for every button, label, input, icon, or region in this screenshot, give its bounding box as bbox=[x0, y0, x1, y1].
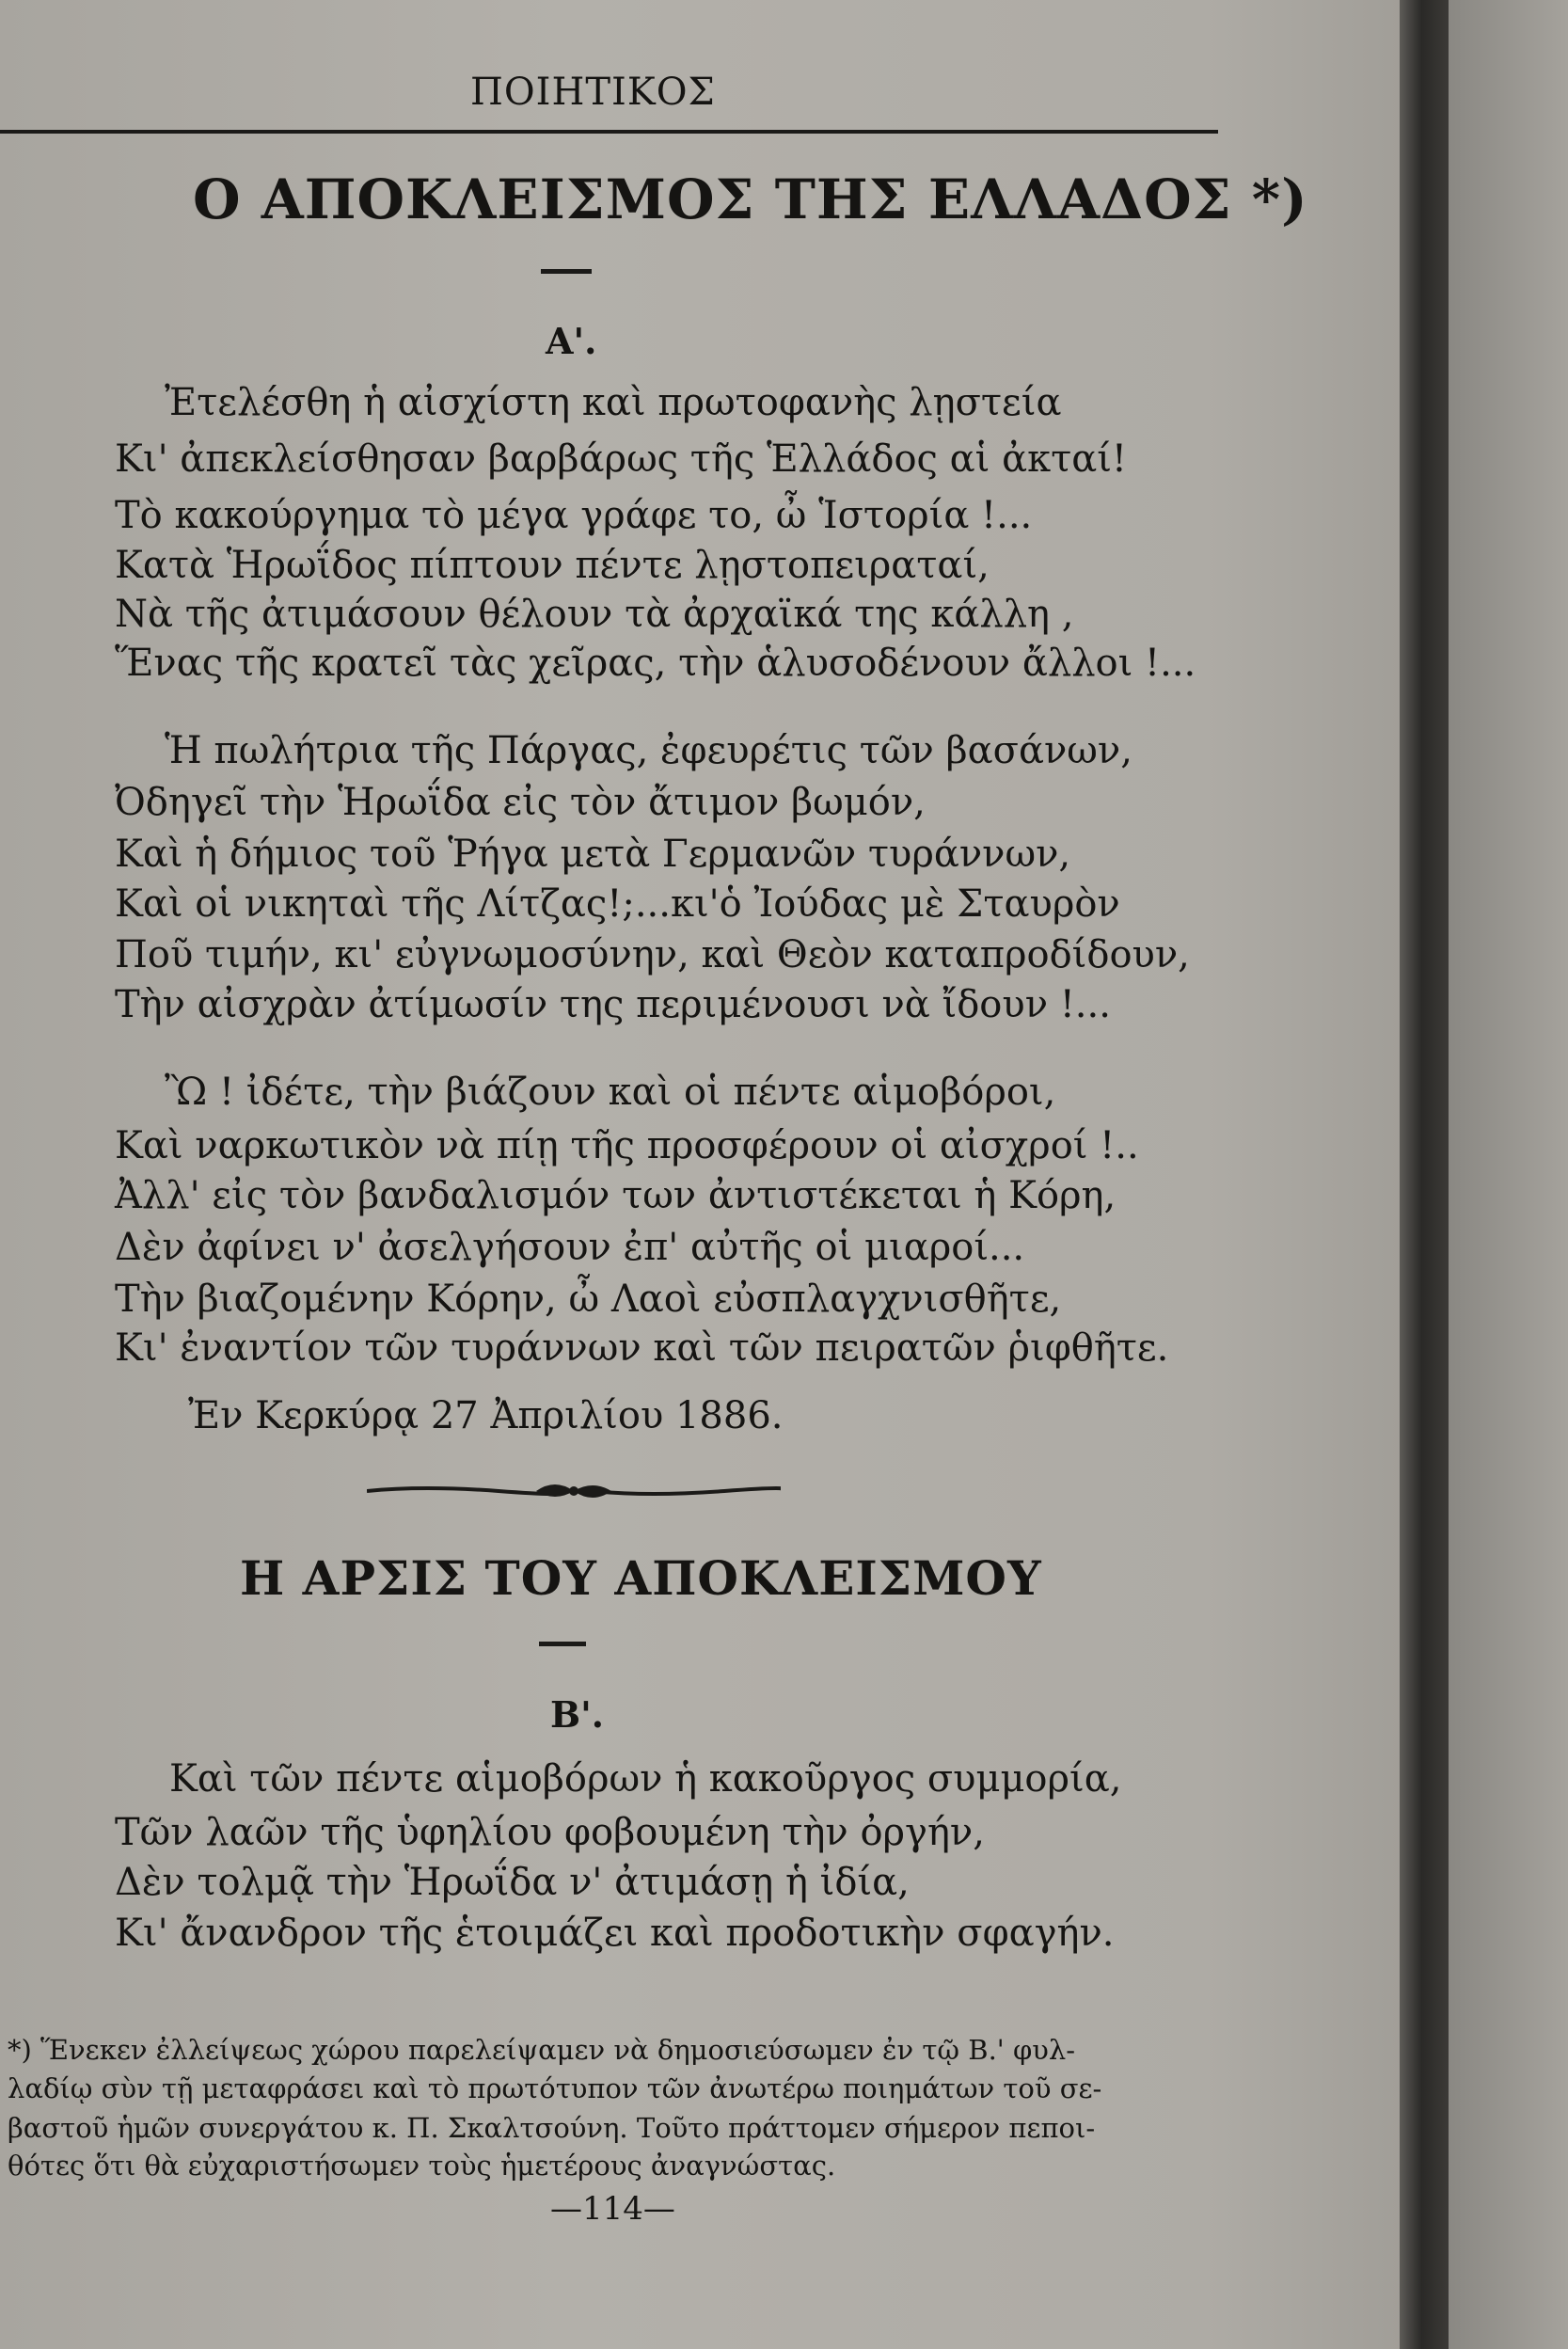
verse-line: Καὶ ναρκωτικὸν νὰ πίῃ τῆς προσφέρουν οἱ αἰσχροί !.. bbox=[115, 1124, 1139, 1167]
verse-line: Δὲν ἀφίνει ν' ἀσελγήσουν ἐπ' αὐτῆς οἱ μιαροί... bbox=[115, 1226, 1025, 1269]
verse-line: Κι' ἄνανδρον τῆς ἑτοιμάζει καὶ προδοτικὴν σφαγήν. bbox=[115, 1912, 1115, 1955]
book-spine-shadow bbox=[1400, 0, 1449, 2349]
poem2-title: Η ΑΡΣΙΣ ΤΟΥ ΑΠΟΚΛΕΙΣΜΟΥ bbox=[240, 1550, 1042, 1606]
ornamental-divider bbox=[367, 1472, 781, 1510]
facing-page-edge bbox=[1449, 0, 1568, 2349]
verse-line: Δὲν τολμᾷ τὴν Ἡρωΐδα ν' ἀτιμάσῃ ἡ ἰδία, bbox=[115, 1861, 910, 1904]
verse-line: Ἀλλ' εἰς τὸν βανδαλισμόν των ἀντιστέκεται ἡ Κόρη, bbox=[115, 1174, 1117, 1217]
verse-line: Τὸ κακούργημα τὸ μέγα γράφε το, ὦ Ἱστορία !... bbox=[115, 494, 1033, 537]
running-header: ΠΟΙΗΤΙΚΟΣ bbox=[470, 71, 716, 114]
footnote-line: θότες ὅτι θὰ εὐχαριστήσωμεν τοὺς ἡμετέρους ἀναγνώστας. bbox=[8, 2150, 836, 2182]
place-date: Ἐν Κερκύρᾳ 27 Ἀπριλίου 1886. bbox=[188, 1394, 784, 1437]
verse-line: Τὴν βιαζομένην Κόρην, ὦ Λαοὶ εὐσπλαγχνισθῆτε, bbox=[115, 1278, 1062, 1321]
verse-line: Τῶν λαῶν τῆς ὑφηλίου φοβουμένη τὴν ὀργήν, bbox=[115, 1811, 985, 1854]
footnote-line: λαδίῳ σὺν τῇ μεταφράσει καὶ τὸ πρωτότυπον τῶν ἀνωτέρω ποιημάτων τοῦ σε- bbox=[8, 2072, 1102, 2104]
verse-line: Ἕνας τῆς κρατεῖ τὰς χεῖρας, τὴν ἁλυσοδένουν ἄλλοι !... bbox=[115, 642, 1196, 685]
poem2-section: Β'. bbox=[550, 1693, 604, 1736]
verse-line: Καὶ ἡ δήμιος τοῦ Ῥήγα μετὰ Γερμανῶν τυράννων, bbox=[115, 833, 1071, 876]
footnote-line: *) Ἕνεκεν ἐλλείψεως χώρου παρελείψαμεν νὰ δημοσιεύσωμεν ἐν τῷ Β.' φυλ- bbox=[8, 2034, 1076, 2066]
verse-line: Ὀδηγεῖ τὴν Ἡρωΐδα εἰς τὸν ἄτιμον βωμόν, bbox=[115, 781, 926, 824]
poem1-title: Ο ΑΠΟΚΛΕΙΣΜΟΣ ΤΗΣ ΕΛΛΑΔΟΣ *) bbox=[193, 167, 1308, 231]
verse-line: Κατὰ Ἡρωΐδος πίπτουν πέντε λῃστοπειραταί, bbox=[115, 544, 990, 587]
poem1-section: Α'. bbox=[546, 320, 597, 362]
footnote-line: βαστοῦ ἡμῶν συνεργάτου κ. Π. Σκαλτσούνη. Τοῦτο πράττομεν σήμερον πεποι- bbox=[8, 2112, 1096, 2144]
verse-line: Καὶ τῶν πέντε αἱμοβόρων ἡ κακοῦργος συμμορία, bbox=[169, 1757, 1122, 1801]
verse-line: Ἡ πωλήτρια τῆς Πάργας, ἐφευρέτις τῶν βασάνων, bbox=[165, 729, 1132, 772]
verse-line: Κι' ἀπεκλείσθησαν βαρβάρως τῆς Ἑλλάδος αἱ ἀκταί! bbox=[115, 437, 1127, 481]
title-dash bbox=[541, 269, 592, 274]
page-number: —114— bbox=[550, 2190, 675, 2228]
verse-line: Νὰ τῆς ἀτιμάσουν θέλουν τὰ ἀρχαϊκά της κάλλη , bbox=[115, 593, 1074, 636]
title-dash bbox=[539, 1642, 586, 1646]
verse-line: Καὶ οἱ νικηταὶ τῆς Λίτζας!;...κι'ὁ Ἰούδας μὲ Σταυρὸν bbox=[115, 882, 1120, 926]
verse-line: Ποῦ τιμήν, κι' εὐγνωμοσύνην, καὶ Θεὸν καταπροδίδουν, bbox=[115, 933, 1190, 976]
verse-line: Κι' ἐναντίον τῶν τυράννων καὶ τῶν πειρατῶν ῥιφθῆτε. bbox=[115, 1326, 1169, 1370]
verse-line: Ὢ ! ἰδέτε, τὴν βιάζουν καὶ οἱ πέντε αἱμοβόροι, bbox=[165, 1071, 1056, 1114]
verse-line: Τὴν αἰσχρὰν ἀτίμωσίν της περιμένουσι νὰ ἴδουν !... bbox=[115, 983, 1111, 1026]
verse-line: Ἐτελέσθη ἡ αἰσχίστη καὶ πρωτοφανὴς λῃστεία bbox=[165, 381, 1062, 424]
header-rule bbox=[0, 130, 1218, 134]
